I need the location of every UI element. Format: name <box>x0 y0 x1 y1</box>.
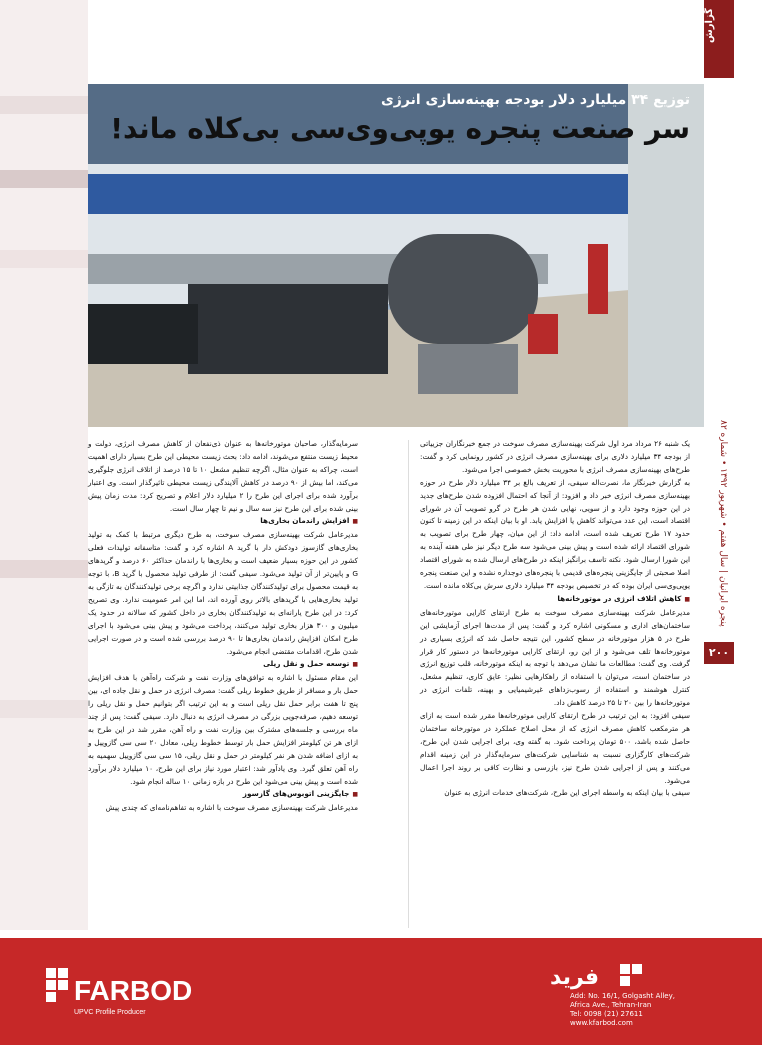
right-paragraph: یک شنبه ۲۶ مرداد مرد اول شرکت بهینه‌سازی مصرف سوخت در جمع خبرنگاران جزییاتی از بودجه ۳۴ میلیارد دلاری برای بهینه‌سازی مصرف انرژی در کشور رونمایی کرد و گفت: طرح‌های بهینه‌سازی مصرف انرژی با محوریت بخش خصوصی اجرا می‌شود. <box>420 439 690 474</box>
address-line: Tel: 0098 (21) 27611 <box>570 1010 643 1018</box>
section-tag-label: گزارش <box>704 8 715 44</box>
article-column-right <box>420 438 690 800</box>
right-paragraph: سیفی افزود: به این ترتیب در طرح ارتقای کارایی موتورخانه‌ها مقرر شده است به ازای هر مترمکعب کاهش مصرف انرژی که از محل اصلاح عملکرد در موتورخانه ساختمان حاصل شده باشد، ۵۰۰ تومان پرداخت شود. به گفته وی، برای اجرایی شدن این طرح، شرکت‌های کارگزاری نسبت به شناسایی شرکت‌های سرمایه‌گذار در این زمینه اقدام می‌کنند و پس از اجرایی شدن طرح نیز، بازرسی و نظارت کافی بر روند اجرا اعمال می‌شود. <box>420 711 690 785</box>
farid-logo <box>540 958 650 992</box>
left-paragraph: این مقام مسئول با اشاره به توافق‌های وزارت نفت و شرکت راه‌آهن با هدف افزایش حمل بار و مسافر از طریق خطوط ریلی گفت: مصرف انرژی در حمل و نقل جاده ای، بین پنج تا هفت برابر حمل نقل ریلی است و به این ترتیب اگر بتوانیم حمل و نقل ریلی را توسعه دهیم، صرفه‌جویی بزرگی در مصرف انرژی به دنبال دارد. سیفی گفت: پس از چند ماه بررسی و جلسه‌های مشترک بین وزارت نفت و راه آهن، مقرر شد در این طرح به ازای هر تن کیلومتر افزایش حمل بار توسط خطوط ریلی، معادل ۲۰ سی سی گازوییل و به ازای اضافه شدن هر نفر کیلومتر در حمل و نقل ریلی، ۱۵ سی سی گازوییل سهمیه به راه آهن تعلق گیرد. وی یادآور شد: اعتبار مورد نیاز برای این طرح، ۱۰ میلیارد دلار برآورد شده است و پیش بینی می‌شود این طرح در بازه زمانی ۱۰ ساله انجام شود. <box>88 673 359 786</box>
farbod-logo-text: FARBOD <box>74 975 193 1006</box>
right-heading: ■ کاهش اتلاف انرژی در موتورخانه‌ها <box>420 593 690 607</box>
article-title: سر صنعت پنجره یوپی‌وی‌سی بی‌کلاه ماند! <box>110 112 690 145</box>
decorative-sidebar-strip <box>0 0 88 930</box>
issue-info: پنجره ایرانیان | سال هفتم • شهریور ۱۳۹۲ • شماره ۸۲ <box>718 420 728 627</box>
right-paragraph: سیفی با بیان اینکه به واسطه اجرای این طرح، شرکت‌های خدمات انرژی به عنوان <box>444 788 690 798</box>
address-line: Africa Ave., Tehran-Iran <box>570 1001 652 1009</box>
article-subtitle: توزیع ۳۴ میلیارد دلار بودجه بهینه‌سازی انرژی <box>380 92 690 108</box>
address-line: www.kfarbod.com <box>570 1019 633 1027</box>
address-line: Add: No. 16/1, Golgasht Alley, <box>570 992 675 1000</box>
left-paragraph: سرمایه‌گذار، صاحبان موتورخانه‌ها به عنوان ذی‌نفعان از کاهش مصرف انرژی، دولت و محیط زیست منتفع می‌شوند، ادامه داد: بحث زیست محیطی این طرح بسیار دارای اهمیت است، چراکه به عنوان مثال، اگرچه تنظیم مشعل ۱۰ تا ۱۵ درصد از اتلاف انرژی جلوگیری می‌کند، اما بیش از ۹۰ درصد در کاهش آلایندگی زیست محیطی تاثیرگذار است. وی اعتبار برآورد شده برای اجرای این طرح را ۲ میلیارد دلار اعلام و تصریح کرد: مدت زمان پیش بینی شده برای این طرح نیز سه سال و نیم تا چهار سال است. <box>88 439 358 513</box>
right-paragraph: به گزارش خبرنگار ما، نصرت‌اله سیفی، از تعریف بالغ بر ۳۴ میلیارد دلار طرح در حوزه بهینه‌سازی مصرف انرژی خبر داد و افزود: از آنجا که احتمال افزوده شدن طرح‌های جدید در این حوزه وجود دارد و از سویی، نهایی شدن هر طرح در گرو تصویب آن در شورای اقتصاد است، این عدد می‌تواند کاهش یا افزایش یابد. او با بیان اینکه در این زمینه تا کنون حدود ۱۷ طرح تعریف شده است، ادامه داد: از این میان، چهار طرح برای تصویب به شورای اقتصاد ارائه شده است و پیش بینی می‌شود سه طرح دیگر نیز طی هفته آینده به این شورا ارسال شود. نکته تاسف برانگیز اینکه در طرح‌های ارسال شده به شورای اقتصاد اصلا صحبتی از جایگزینی پنجره‌های قدیمی با پنجره‌های دوجداره نشده و این صنعت پنجره یوپی‌وی‌سی ایران بوده که در تخصیص بودجه ۳۴ میلیارد دلاری سرش بی‌کلاه مانده است. <box>420 477 691 590</box>
left-heading: ■ توسعه حمل و نقل ریلی <box>88 658 358 672</box>
left-paragraph: مدیرعامل شرکت بهینه‌سازی مصرف سوخت، به طرح دیگری مرتبط با کمک به تولید بخاری‌های گازسوز دودکش دار با گرید A اشاره کرد و گفت: متاسفانه تولیدات فعلی کشور در این حوزه بسیار ضعیف است و بخاری‌ها با راندمان حداکثر ۶۰ درصد و گریدهای G و پایین‌تر از آن تولید می‌شود. سیفی گفت: از طرفی تولید محصول با گرید B، با توجه به قیمت محصول برای تولیدکنندگان جذابیتی ندارد و اگرچه برخی تولیدکنندگان به تازگی به تولید بخاری‌هایی با گریدهای بالاتر روی آورده اند، اما این امر عمومیت ندارد. وی تصریح کرد: در این طرح یارانه‌ای به تولیدکنندگان بخاری در داخل کشور که سالانه در حدود یک میلیون و ۳۰۰ هزار بخاری تولید می‌کنند، پرداخت می‌شود و پیش بینی می‌شود با اجرای طرح امکان افزایش راندمان بخاری‌ها تا ۹۰ درصد بررسی شده است و در صورت اجرایی شدن طرح، اقدامات مقتضی انجام می‌شود. <box>88 530 358 656</box>
footer-address <box>570 992 710 1028</box>
farid-logo-text: فرید <box>550 965 600 990</box>
farbod-logo <box>46 960 196 1020</box>
left-paragraph: مدیرعامل شرکت بهینه‌سازی مصرف سوخت با اشاره به تفاهم‌نامه‌ای که چندی پیش <box>105 803 358 813</box>
section-tag <box>704 0 734 78</box>
column-divider <box>408 440 409 928</box>
page-number: ۲۰۰ <box>704 642 734 664</box>
right-paragraph: مدیرعامل شرکت بهینه‌سازی مصرف سوخت به طرح ارتقای کارایی موتورخانه‌های ساختمان‌های اداری و مسکونی اشاره کرد و گفت: پس از مدت‌ها اجرای آزمایشی این طرح در ۵ هزار موتورخانه در سطح کشور، این نتیجه حاصل شد که انرژی بسیاری در موتورخانه‌ها تلف می‌شود و از این رو، ارتقای کارایی موتورخانه‌ها در دستور کار قرار گرفت. وی گفت: مطالعات ما نشان می‌دهد با توجه به اینکه موتورخانه، قلب توزیع انرژی در ساختمان است، می‌توان با استفاده از راهکارهایی نظیر: عایق کاری، تنظیم مشعل، کنترل هوشمند و استفاده از رسوب‌زداهای غیرشیمیایی و بهینه، تلفات انرژی در موتورخانه‌ها را بین ۲۰ تا ۲۵ درصد کاهش داد. <box>420 607 690 708</box>
farbod-tagline: UPVC Profile Producer <box>74 1009 146 1016</box>
article-column-left <box>88 438 358 815</box>
left-heading: ■ جایگزینی اتوبوس‌های گازسوز <box>88 788 358 802</box>
left-heading: ■ افزایش راندمان بخاری‌ها <box>88 515 358 529</box>
